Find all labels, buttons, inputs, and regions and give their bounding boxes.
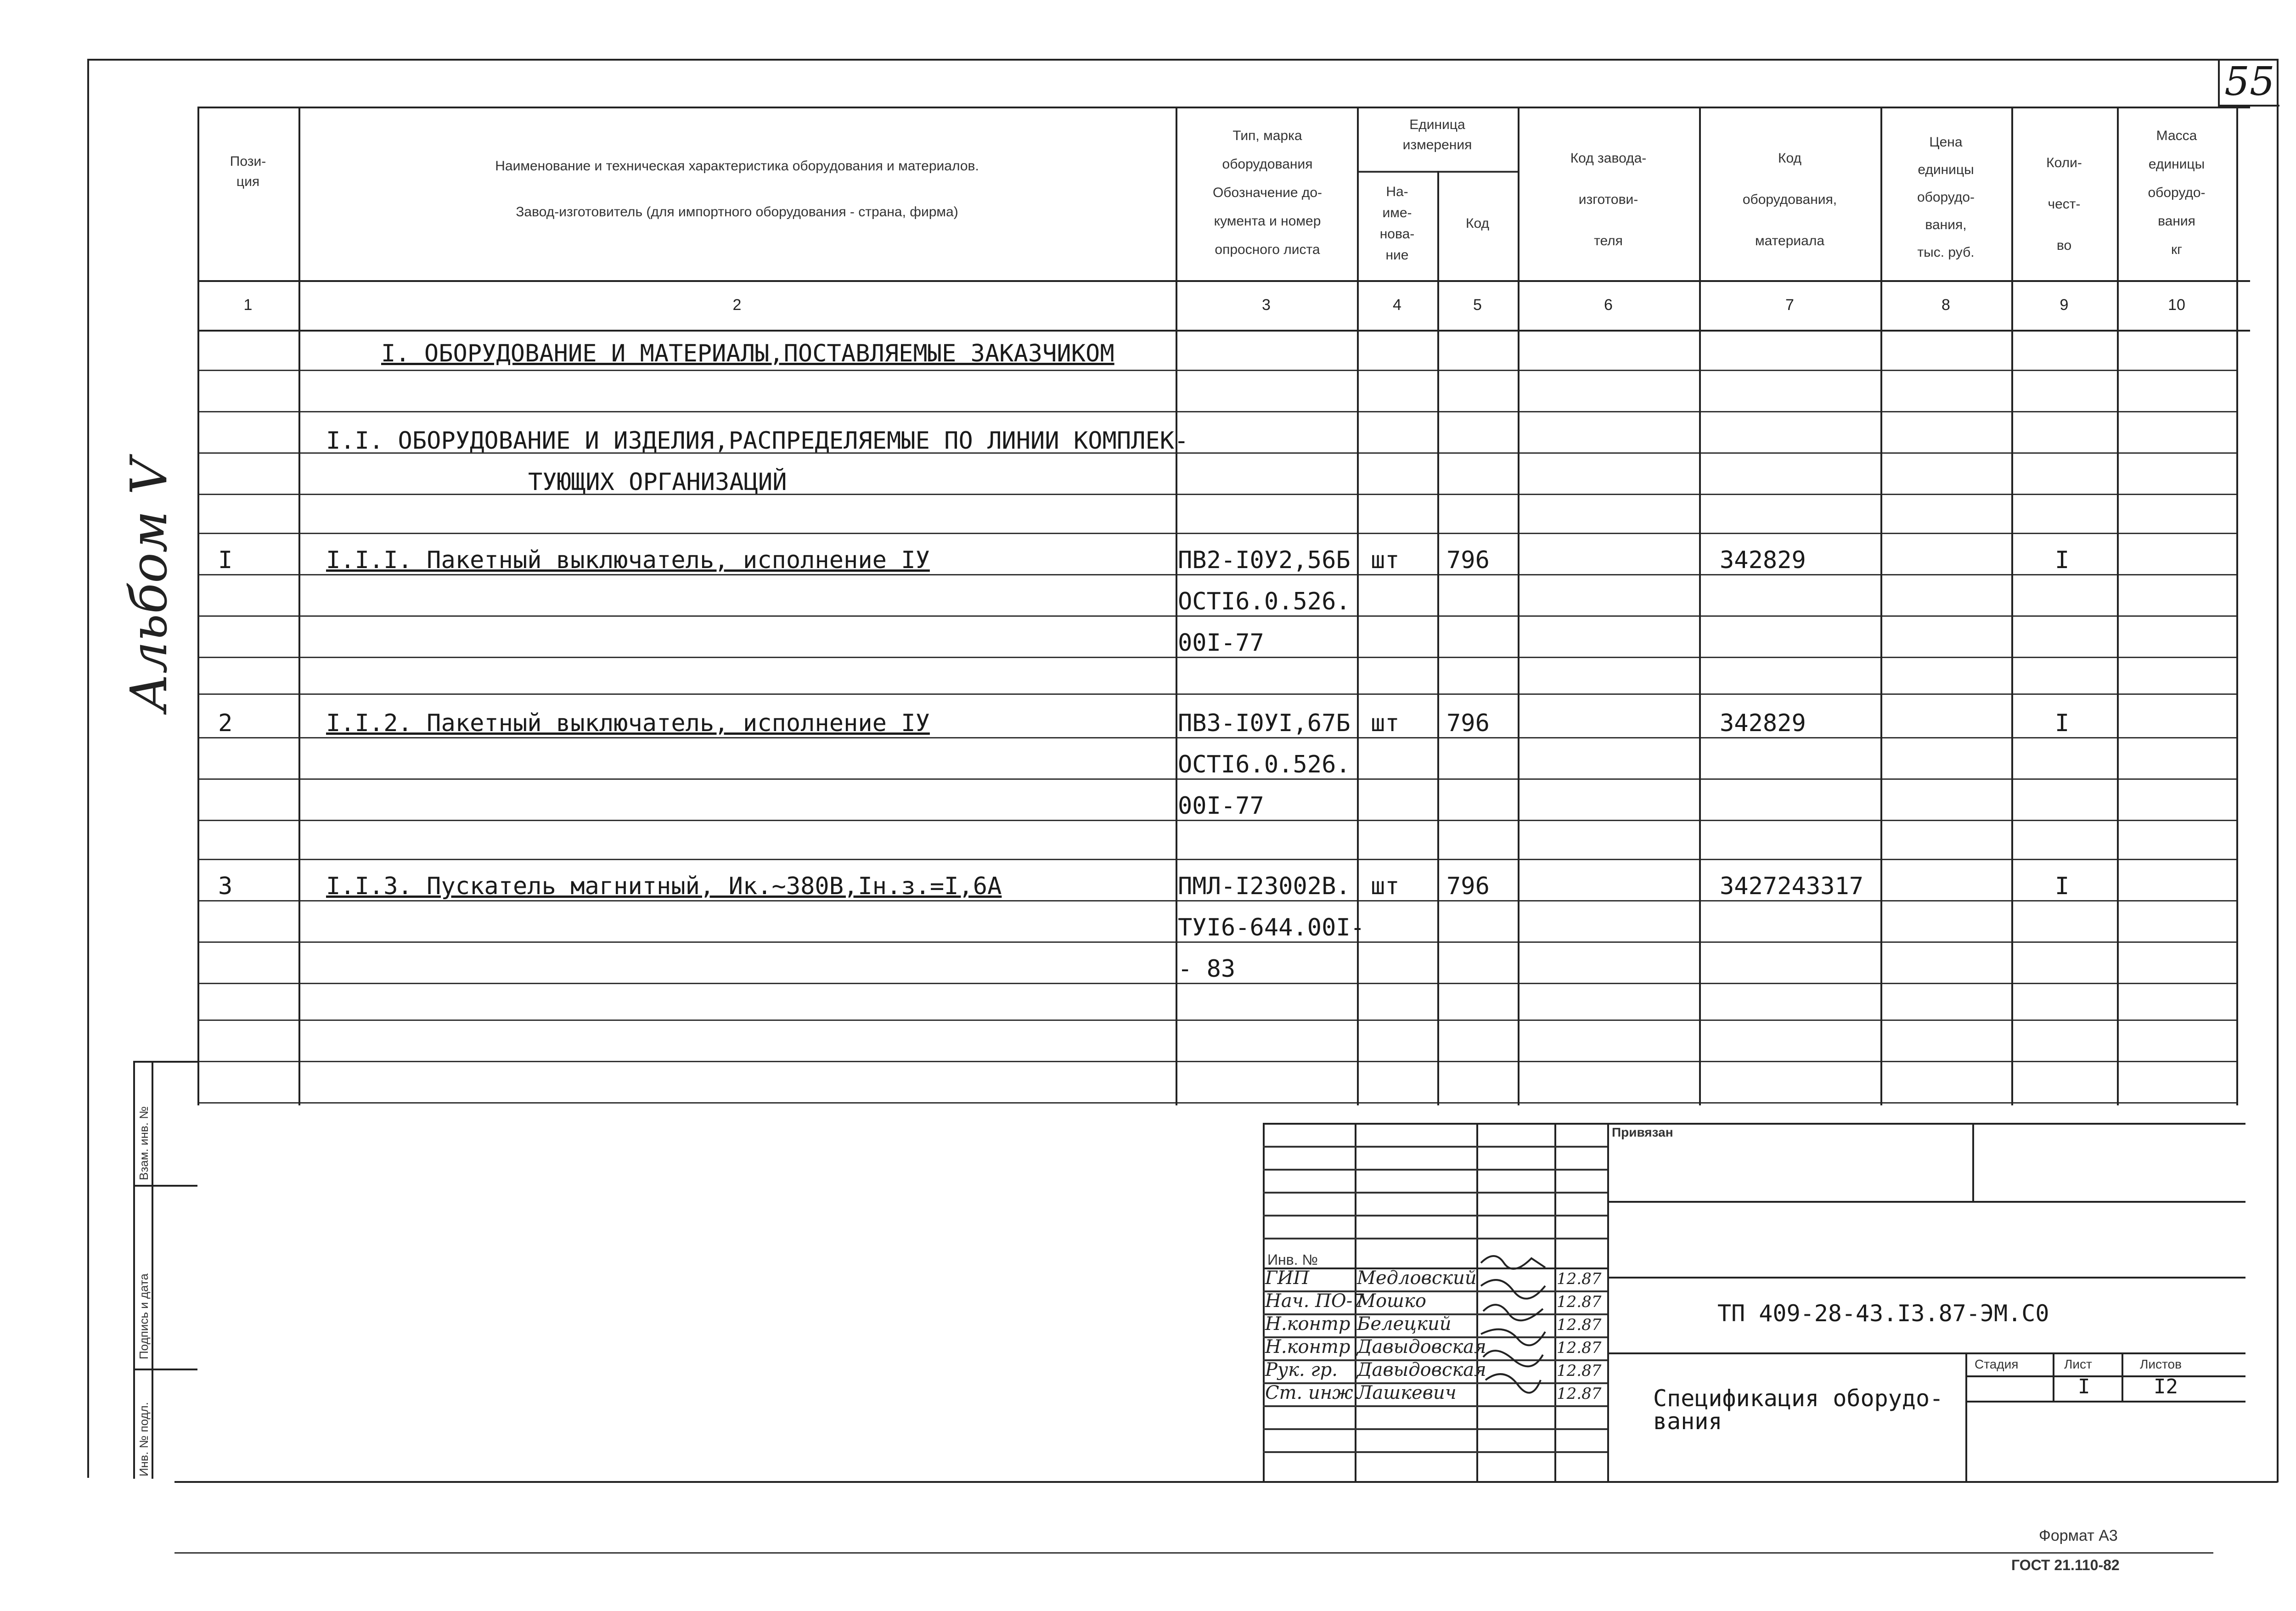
col-line-7: [1880, 107, 1882, 1105]
header-name-line2: Завод-изготовитель (для импортного оборудования - страна, фирма): [516, 204, 958, 220]
row-line-18: [197, 1102, 2236, 1104]
item-1-unit: шт: [1371, 546, 1400, 574]
footer-gost: ГОСТ 21.110-82: [2011, 1557, 2120, 1573]
tb-name-5: Лашкевич: [1357, 1382, 1457, 1403]
tb-top: [1263, 1123, 2245, 1125]
footer-format: Формат А3: [2039, 1527, 2118, 1544]
item-3-equip-code: 3427243317: [1720, 873, 1864, 900]
tb-role-2: Н.контр: [1265, 1313, 1351, 1335]
row-line-10: [197, 778, 2236, 780]
colnum-10: 10: [2168, 296, 2185, 314]
item-3-position: 3: [218, 873, 233, 900]
tb-stage-label: Стадия: [1975, 1357, 2019, 1371]
row-line-14: [197, 941, 2236, 943]
tb-date-5: 12.87: [1557, 1385, 1602, 1403]
side-stamp-mid: [152, 1061, 153, 1479]
tb-privyazan: Привязан: [1612, 1125, 1673, 1139]
header-equip-code: Код оборудования, материала: [1742, 151, 1837, 248]
tb-name-2: Белецкий: [1357, 1313, 1452, 1335]
side-stamp-sign-date: Подпись и дата: [137, 1273, 151, 1359]
item-2-type-2: ОСТI6.0.526.: [1178, 751, 1351, 778]
side-stamp-inv-replace: Взам. инв. №: [137, 1106, 151, 1180]
tb-row-1: [1263, 1146, 1607, 1148]
tb-doc-code: ТП 409-28-43.I3.87-ЭМ.С0: [1717, 1300, 2049, 1327]
colnum-4: 4: [1393, 296, 1401, 314]
tb-stage-split: [1965, 1352, 1967, 1481]
col-line-9: [2117, 107, 2119, 1105]
item-2-quantity: I: [2055, 710, 2070, 737]
colnum-8: 8: [1941, 296, 1950, 314]
col-line-2: [1176, 107, 1177, 1105]
tb-stage-sep2: [1965, 1401, 2245, 1403]
item-1-type-2: ОСТI6.0.526.: [1178, 588, 1351, 615]
col-line-6: [1699, 107, 1701, 1105]
tb-col-sign: [1554, 1123, 1556, 1481]
colnum-1: 1: [243, 296, 253, 314]
tb-privyazan-split: [1972, 1123, 1974, 1201]
header-unit-code: Код: [1465, 216, 1489, 231]
colnum-7: 7: [1785, 296, 1794, 314]
tb-row-14: [1263, 1451, 1607, 1453]
side-stamp-inv-orig: Инв. № подл.: [137, 1402, 151, 1476]
tb-name-1: Мошко: [1357, 1290, 1426, 1312]
row-line-13: [197, 900, 2236, 901]
header-mass: Масса единицы оборудо- вания кг: [2148, 128, 2206, 257]
tb-signatures: [1476, 1249, 1554, 1405]
colnum-9: 9: [2060, 296, 2069, 314]
tb-sheets-value: I2: [2154, 1375, 2178, 1398]
tb-role-1: Нач. ПО-7: [1265, 1290, 1364, 1312]
row-line-11: [197, 820, 2236, 821]
item-2-name: I.I.2. Пакетный выключатель, исполнение IУ: [326, 710, 930, 737]
row-line-17: [197, 1061, 2236, 1062]
item-2-unit-code: 796: [1446, 710, 1490, 737]
tb-date-2: 12.87: [1557, 1316, 1602, 1334]
header-unit-group: Единица измерения: [1402, 117, 1472, 152]
section-title-1-1-line2: ТУЮЩИХ ОРГАНИЗАЦИЙ: [528, 468, 787, 496]
row-line-1: [197, 411, 2236, 412]
header-unit-name: На- име- нова- ние: [1379, 184, 1415, 263]
row-line-0: [197, 370, 2236, 371]
item-3-type-2: ТУI6-644.00I-: [1178, 914, 1365, 941]
tb-sheets-label: Листов: [2140, 1357, 2182, 1371]
tb-date-3: 12.87: [1557, 1339, 1602, 1357]
side-stamp-left: [133, 1061, 135, 1479]
tb-date-4: 12.87: [1557, 1362, 1602, 1380]
row-line-16: [197, 1020, 2236, 1021]
col-line-10: [2236, 107, 2238, 1105]
item-2-unit: шт: [1371, 710, 1400, 737]
row-line-8: [197, 693, 2236, 695]
item-1-equip-code: 342829: [1720, 546, 1806, 574]
side-stamp-sep2: [133, 1369, 197, 1370]
footer-line: [174, 1552, 2213, 1554]
tb-col-date: [1607, 1123, 1609, 1481]
row-line-12: [197, 859, 2236, 860]
tb-name-0: Медловский: [1357, 1267, 1477, 1289]
item-3-name: I.I.3. Пускатель магнитный, Ик.~380В,Iн.з.=I,6А: [326, 873, 1002, 900]
section-title-1: I. ОБОРУДОВАНИЕ И МАТЕРИАЛЫ,ПОСТАВЛЯЕМЫЕ ЗАКАЗЧИКОМ: [381, 340, 1114, 367]
tb-date-0: 12.87: [1557, 1270, 1602, 1288]
item-1-position: I: [218, 546, 233, 574]
tb-privyazan-bottom: [1607, 1201, 2245, 1203]
frame-left: [87, 59, 89, 1478]
tb-row-5: [1263, 1238, 1607, 1239]
tb-row-12: [1263, 1405, 1607, 1407]
item-3-quantity: I: [2055, 873, 2070, 900]
row-line-5: [197, 574, 2236, 575]
colnum-sep: [197, 330, 2250, 332]
tb-name-4: Давыдовская: [1357, 1359, 1486, 1380]
tb-row-4: [1263, 1215, 1607, 1217]
item-2-type-1: ПВ3-I0УI,67Б: [1178, 710, 1351, 737]
col-line-8: [2011, 107, 2013, 1105]
item-3-unit-code: 796: [1446, 873, 1490, 900]
colnum-5: 5: [1473, 296, 1482, 314]
colnum-2: 2: [732, 296, 742, 314]
row-line-4: [197, 533, 2236, 534]
tb-stage-sep: [1965, 1375, 2245, 1377]
tb-stage-col1: [2053, 1352, 2054, 1401]
header-name-line1: Наименование и техническая характеристика оборудования и материалов.: [495, 158, 979, 174]
header-sep: [197, 280, 2250, 282]
header-factory-code: Код завода- изготови- теля: [1570, 151, 1647, 248]
col-line-1: [298, 107, 300, 1105]
item-2-type-3: 00I-77: [1178, 792, 1264, 820]
item-3-type-3: - 83: [1178, 955, 1236, 983]
table-top: [197, 107, 2250, 108]
side-stamp-sep1: [133, 1185, 197, 1187]
row-line-9: [197, 737, 2236, 738]
item-3-unit: шт: [1371, 873, 1400, 900]
col-line-5: [1518, 107, 1519, 1105]
tb-date-1: 12.87: [1557, 1293, 1602, 1311]
tb-name-3: Давыдовская: [1357, 1336, 1486, 1358]
section-title-1-1-line1: I.I. ОБОРУДОВАНИЕ И ИЗДЕЛИЯ,РАСПРЕДЕЛЯЕМЫЕ ПО ЛИНИИ КОМПЛЕК-: [326, 427, 1189, 455]
tb-left: [1263, 1123, 1265, 1481]
tb-sheet-label: Лист: [2064, 1357, 2092, 1371]
tb-role-0: ГИП: [1265, 1267, 1310, 1289]
tb-code-bottom: [1607, 1352, 2245, 1354]
tb-role-3: Н.контр: [1265, 1336, 1351, 1358]
tb-doc-title-line1: Спецификация оборудо-: [1653, 1385, 1944, 1412]
tb-stage-col2: [2122, 1352, 2123, 1401]
item-1-type-1: ПВ2-I0У2,56Б: [1178, 546, 1351, 574]
tb-row-3: [1263, 1192, 1607, 1194]
album-label: Альбом V: [119, 458, 178, 712]
item-1-quantity: I: [2055, 546, 2070, 574]
tb-doc-title-line2: вания: [1653, 1408, 1722, 1435]
header-type: Тип, марка оборудования Обозначение до- кумента и номер опросного листа: [1212, 128, 1322, 257]
page-number: 55: [2218, 59, 2279, 107]
tb-role-4: Рук. гр.: [1265, 1359, 1338, 1380]
tb-role-5: Ст. инж.: [1265, 1382, 1359, 1403]
header-price: Цена единицы оборудо- вания, тыс. руб.: [1917, 135, 1975, 260]
item-2-position: 2: [218, 710, 233, 737]
frame-top: [87, 59, 2278, 61]
item-2-equip-code: 342829: [1720, 710, 1806, 737]
header-position: Пози- ция: [230, 154, 266, 189]
side-stamp-top: [133, 1061, 197, 1063]
col-line-0: [197, 107, 199, 1105]
item-1-unit-code: 796: [1446, 546, 1490, 574]
tb-row-2: [1263, 1169, 1607, 1171]
row-line-15: [197, 983, 2236, 984]
row-line-7: [197, 657, 2236, 658]
item-1-name: I.I.I. Пакетный выключатель, исполнение IУ: [326, 546, 930, 574]
colnum-3: 3: [1262, 296, 1271, 314]
col-line-3: [1357, 107, 1359, 1105]
tb-inv-no: Инв. №: [1267, 1251, 1318, 1268]
item-1-type-3: 00I-77: [1178, 629, 1264, 657]
item-3-type-1: ПМЛ-I23002В.: [1178, 873, 1351, 900]
colnum-6: 6: [1604, 296, 1613, 314]
tb-sheet-value: I: [2078, 1375, 2090, 1398]
frame-bottom: [174, 1481, 2278, 1483]
tb-code-top: [1607, 1277, 2245, 1279]
row-line-6: [197, 615, 2236, 617]
frame-right: [2277, 59, 2279, 1482]
tb-row-13: [1263, 1428, 1607, 1430]
header-quantity: Коли- чест- во: [2046, 155, 2082, 253]
row-line-3: [197, 494, 2236, 495]
